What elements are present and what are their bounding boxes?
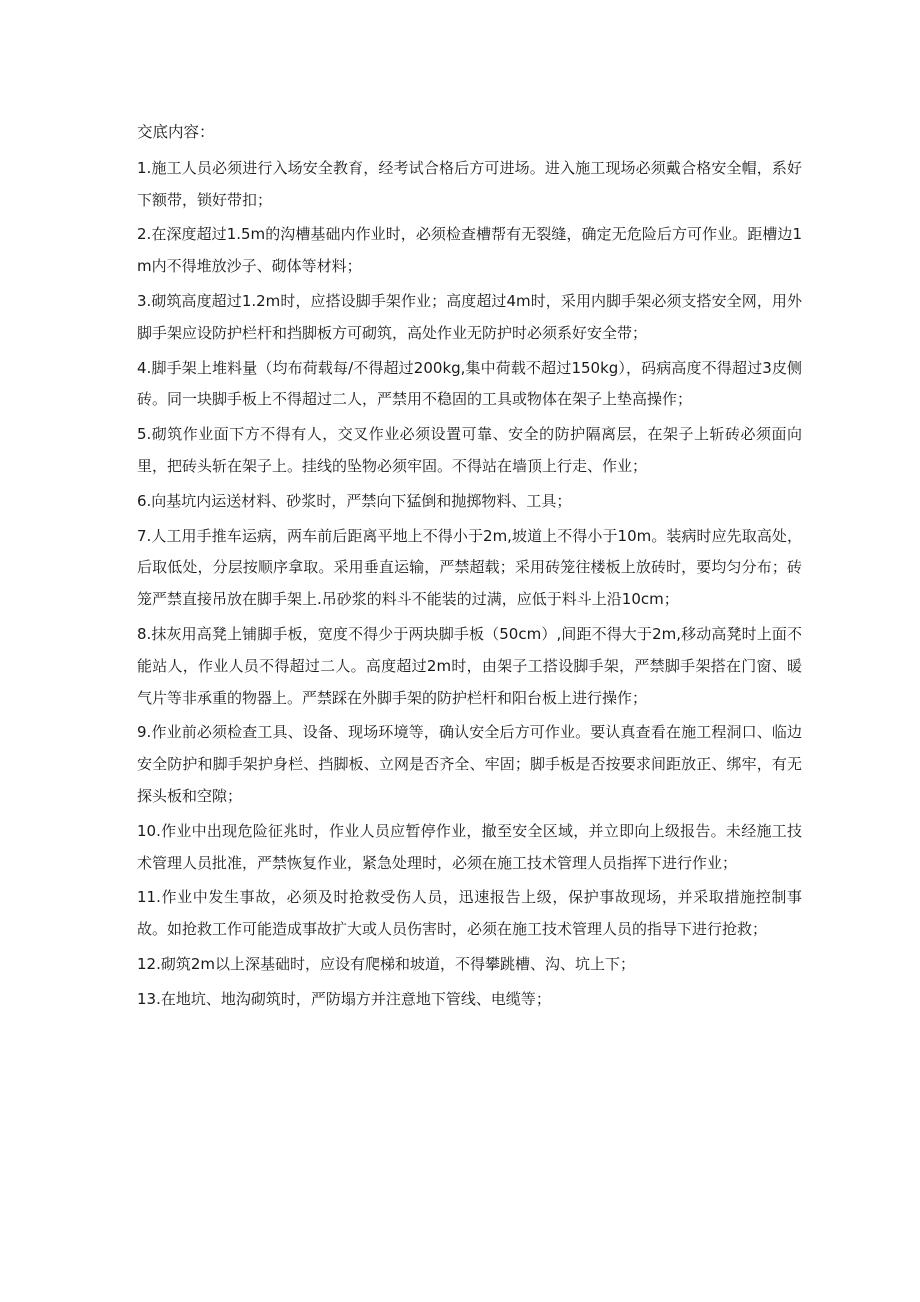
list-item-2: 2.在深度超过1.5m的沟槽基础内作业时，必须检查槽帮有无裂缝，确定无危险后方可作业。距槽边1m内不得堆放沙子、砌体等材料； <box>137 225 802 276</box>
list-item-13: 13.在地坑、地沟砌筑时，严防塌方并注意地下管线、电缆等； <box>137 989 551 1008</box>
document-body <box>137 117 802 1019</box>
list-item-3: 3.砌筑高度超过1.2m时，应搭设脚手架作业；高度超过4m时，采用内脚手架必须支搭安全网，用外脚手架应设防护栏杆和挡脚板方可砌筑，高处作业无防护时必须系好安全带； <box>137 291 802 342</box>
list-item-6: 6.向基坑内运送材料、砂浆时，严禁向下猛倒和抛掷物料、工具； <box>137 491 572 510</box>
list-item-1: 1.施工人员必须进行入场安全教育，经考试合格后方可进场。进入施工现场必须戴合格安全帽，系好下额带，锁好带扣； <box>137 158 802 209</box>
list-item-10: 10.作业中出现危险征兆时，作业人员应暂停作业，撤至安全区域，并立即向上级报告。未经施工技术管理人员批准，严禁恢复作业，紧急处理时，必须在施工技术管理人员指挥下进行作业； <box>137 821 802 872</box>
section-heading: 交底内容： <box>137 123 215 141</box>
list-item-5: 5.砌筑作业面下方不得有人，交叉作业必须设置可靠、安全的防护隔离层，在架子上斩砖必须面向里，把砖头斩在架子上。挂线的坠物必须牢固。不得站在墙顶上行走、作业； <box>137 425 802 475</box>
list-item-7: 7.人工用手推车运病，两车前后距离平地上不得小于2m,坡道上不得小于10m。装病时应先取高处，后取低处，分层按顺序拿取。采用垂直运输，严禁超载；采用砖笼往楼板上放砖时，要均匀分布；砖笼严禁直接吊放在脚手架上.吊砂浆的料斗不能装的过满，应低于料斗上沿10cm； <box>137 526 802 609</box>
list-item-4: 4.脚手架上堆料量（均布荷载每/不得超过200kg,集中荷载不超过150kg），码病高度不得超过3皮侧砖。同一块脚手板上不得超过二人，严禁用不稳固的工具或物体在架子上垫高操作； <box>137 358 802 409</box>
list-item-11: 11.作业中发生事故，必须及时抢救受伤人员，迅速报告上级，保护事故现场，并采取措施控制事故。如抢救工作可能造成事故扩大或人员伤害时，必须在施工技术管理人员的指导下进行抢救； <box>137 888 802 939</box>
list-item-8: 8.抹灰用高凳上铺脚手板，宽度不得少于两块脚手板（50cm）,间距不得大于2m,移动高凳时上面不能站人，作业人员不得超过二人。高度超过2m时，由架子工搭设脚手架，严禁脚手架搭在门窗、暖气片等非承重的物器上。严禁踩在外脚手架的防护栏杆和阳台板上进行操作； <box>137 624 802 707</box>
list-item-9: 9.作业前必须检查工具、设备、现场环境等，确认安全后方可作业。要认真查看在施工程洞口、临边安全防护和脚手架护身栏、挡脚板、立网是否齐全、牢固；脚手板是否按要求间距放正、绑牢，有无探头板和空隙； <box>137 723 802 805</box>
list-item-12: 12.砌筑2m以上深基础时，应设有爬梯和坡道，不得攀跳槽、沟、坑上下； <box>137 954 636 973</box>
